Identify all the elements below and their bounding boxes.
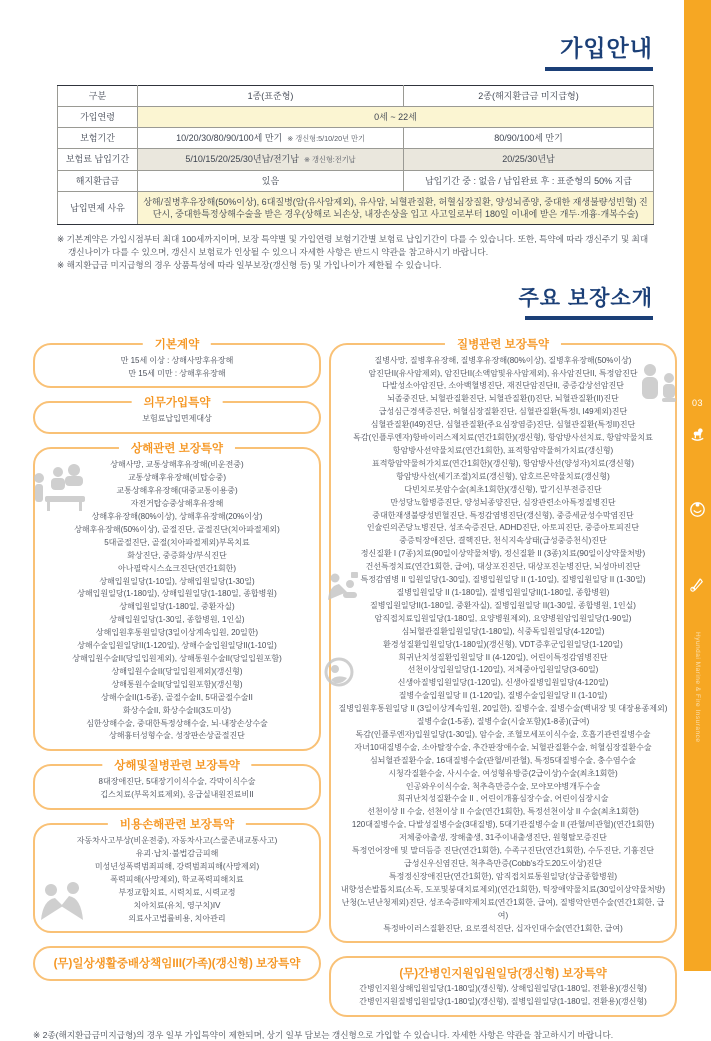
- period-col1-note: ※ 갱신형:5/10/20년 만기: [287, 134, 365, 144]
- coverage-item: 다빈치로봇암수술(최초1회한)(갱신형), 말기신부전증진단: [404, 484, 602, 494]
- coverage-box: [33, 946, 321, 981]
- coverage-item: 치아치료(유치, 영구치)IV: [133, 900, 221, 910]
- coverage-item: 뇌졸중진단, 뇌혈관질환진단, 뇌혈관질환(I)진단, 뇌혈관질환(II)진단: [387, 394, 619, 404]
- coverage-item: 난청(노년난청제외)진단, 성조숙증II약제치료(연간1회한, 급여), 질병악안면수술(연간1회한, 급여): [341, 897, 665, 920]
- page-title-enrollment: 가입안내: [560, 35, 653, 61]
- coverage-item: 특정감염병 II 입원일당(1-30일), 질병입원일당 II (1-10일), 질병입원일당 II (1-30일): [360, 575, 646, 585]
- coverage-item: 심뇌혈관질환입원일당(1-180일), 식중독입원일당(4-120일): [401, 626, 605, 636]
- doctor-patient-icon: [638, 362, 678, 414]
- coverage-item: 암진단II(유사암제외), 암진단II(소액암및유사암제외), 유사암진단II, 특정암진단: [368, 368, 638, 378]
- table-row: [58, 107, 654, 128]
- coverage-item: 자전거탑승중상해후유장해: [130, 499, 224, 509]
- coverage-item: 심혈관질환(I49)진단, 심혈관질환(주요심장염증)진단, 심혈관질환(특정II)진단: [370, 420, 636, 430]
- coverage-item: 만 15세 이상 : 상해사망후유장해: [120, 355, 234, 365]
- coverage-item: 폭력피해(사망제외), 학교폭력피해치료: [110, 874, 244, 884]
- coverage-box: [329, 956, 677, 1017]
- coverage-item: 급성신우신염진단, 척추측만증(Cobb's각도20도이상)진단: [404, 859, 602, 868]
- row-label: 납입면제 사유: [58, 191, 138, 224]
- coverage-item: 상해입원후통원일당(3일이상계속입원, 20일한): [95, 628, 259, 638]
- table-row: [58, 86, 654, 107]
- caregiver-bed-icon: [325, 570, 359, 604]
- coverage-item: 다발성소아암진단, 소아백혈병진단, 재진단암진단II, 중증갑상선암진단: [382, 381, 624, 391]
- table-notes: [57, 233, 657, 272]
- enrollment-table: [57, 85, 654, 225]
- coverage-item: 중증틱장애진단, 결핵진단, 천식지속상태(급성중증천식)진단: [399, 536, 607, 546]
- coverage-item: 만 15세 미만 : 상해후유장해: [128, 368, 226, 378]
- bottom-note: ※ 2종(해지환급금미지급형)의 경우 일부 가입특약이 제한되며, 상기 일부 담보는 갱신형으로 가입할 수 있습니다. 자세한 사항은 약관을 참고하시기 바랍니다.: [33, 1030, 614, 1041]
- coverage-item: 질병수술(1-5종), 질병수술(시술포함)(1-8종)(급여): [416, 717, 590, 727]
- coverage-item: 의료사고법률비용, 치아관리: [128, 913, 226, 923]
- coverage-item: 상해입원수술II(당일입원제외)(갱신형): [111, 666, 243, 676]
- coverage-item: 신생아질병입원일당(1-120일), 신생아질병입원일당(4-120일): [397, 678, 609, 688]
- coverage-item: 특정언어장애 및 말더듬증 진단(연간1회한), 수족구진단(연간1회한), 수두진단, 기흉진단: [351, 846, 655, 856]
- table-header-col1: 1종(표준형): [138, 86, 404, 107]
- coverage-item: 미성년성폭력범죄피해, 강력범죄피해(사망제외): [94, 861, 260, 871]
- coverage-item: 상해수술II(1-5종), 골절수술II, 5대골절수술II: [101, 692, 253, 702]
- coverage-item: 상해입원일당(1-180일), 상해입원일당(1-180일, 종합병원): [77, 589, 277, 599]
- table-row: [58, 128, 654, 149]
- refund-col2: 납입기간 중 : 없음 / 납입완료 후 : 표준형의 50% 지급: [404, 170, 654, 191]
- period-col2: 80/90/100세 만기: [404, 128, 654, 149]
- table-row: [58, 191, 654, 224]
- exemption-value: 상해/질병후유장해(50%이상), 6대질병(암(유사암제외), 유사암, 뇌혈관질환, 허혈심장질환, 양성뇌종양, 중대한 재생불량성빈혈) 진단시, 중대한특정상해수술을 받은 경우(상해로 뇌손상, 내장손상을 입고 사고일로부터 180일 이내에 받은 개두·개흉·개복수술): [138, 191, 654, 224]
- coverage-item: 상해후유장해(50%이상), 골절진단, 골절진단(치아파절제외): [74, 524, 280, 534]
- coverage-item: 정신질환 I (7종)치료(90일이상약물처방), 정신질환 II (3종)치료(90일이상약물처방): [360, 549, 646, 559]
- coverage-item: 상해수술입원일당II(1-120일), 상해수술입원일당II(1-10일): [77, 641, 277, 651]
- coverage-item: 중대한재생불량성빈혈진단, 특정감염병진단(갱신형), 중증세균성수막염진단: [372, 510, 634, 520]
- coverage-item: 건선특정치료(연간1회한, 급여), 대상포진진단, 대상포진눈병진단, 뇌성마비진단: [365, 562, 641, 572]
- coverage-item: 아나필락시스쇼크진단(연간1회한): [118, 563, 236, 573]
- note: ※ 해지환급금 미지급형의 경우 상품특성에 따라 일부보장(갱신형 등) 및 가입나이가 제한될 수 있습니다.: [57, 259, 442, 270]
- row-label: 보험료 납입기간: [58, 149, 138, 170]
- row-label: 해지환급금: [58, 170, 138, 191]
- refund-col1: 있음: [138, 170, 404, 191]
- note: ※ 기본계약은 가입시점부터 최대 100세까지이며, 보장 특약별 및 가입연령 보험기간별 보험료 납입기간이 다를 수 있습니다. 또한, 특약에 따라 갱신주기 및 최대 갱신나이가 다를 수 있으며, 갱신시 보험료가 인상될 수 있으니 자세한 사항은 반드시 약관을 참고하시기 바랍니다.: [57, 233, 649, 257]
- coverage-item: 항암방사선약물치료(연간1회한), 표적항암약물허가치료(갱신형): [392, 446, 614, 455]
- page-number: 03: [691, 398, 703, 408]
- coverage-item: 상해통원수술II(당일입원포함)(갱신형): [111, 679, 243, 689]
- row-label: 가입연령: [58, 107, 138, 128]
- coverage-item: 상해사망, 교통상해후유장해(비운전중): [110, 460, 244, 470]
- coverage-item: 심한상해수술, 중대한특정상해수술, 뇌·내장손상수술: [86, 718, 268, 728]
- coverage-right-column: [329, 334, 677, 1022]
- payment-col1: 5/10/15/20/25/30년납/전기납 ※ 갱신형:전기납: [138, 149, 404, 170]
- coverage-item: 화상진단, 중증화상/부식진단: [127, 550, 227, 560]
- coverage-box-title: 비용손해관련 보장특약: [108, 816, 246, 832]
- coverage-item: 독감(인플루엔자)입원일당(1-30일), 암수술, 조혈모세포이식수술, 호흡기관련질병수술: [355, 729, 651, 739]
- coverage-item: 질병입원후통원일당 II (3일이상계속입원, 20일한), 질병수술, 질병수술(백내장 및 대장용종제외): [338, 704, 668, 714]
- coverage-box: [33, 397, 321, 434]
- coverage-item: 만성당뇨합병증진단, 양성뇌종양진단, 심장관련소아특정질병진단: [390, 497, 616, 507]
- medical-treatment-icon: [31, 462, 89, 514]
- coverage-item: 희귀난치성질환수술 II , 어린이개흉심장수술, 어린이심장시술: [397, 794, 609, 804]
- coverage-item: 표적항암약물허가치료(연간1회한)(갱신형), 항암방사선(양성자)치료(갱신형): [371, 458, 635, 468]
- sidebar-brand-text: Hyundai Marine & Fire Insurance: [694, 632, 701, 743]
- coverage-item: 인슐린의존당뇨병진단, 성조숙증진단, ADHD진단, 아토피진단, 중증아토피진단: [366, 523, 640, 533]
- coverage-item: 깁스치료(부목치료제외), 응급실내원진료비II: [100, 790, 254, 800]
- payment-col1-note: ※ 갱신형:전기납: [303, 155, 356, 165]
- coverage-item: 120대질병수술, 다발성질병수술(3대질병), 5대기관질병수술 II (관혈/비관혈)(연간1회한): [351, 820, 655, 830]
- payment-col2: 20/25/30년납: [404, 149, 654, 170]
- age-value: 0세 ~ 22세: [138, 107, 654, 128]
- coverage-item: 상해입원일당(1-30일, 종합병원, 1인실): [109, 615, 245, 625]
- coverage-box-title: (무)간병인지원입원일당(갱신형) 보장특약: [337, 964, 669, 983]
- coverage-box-title: 상해관련 보장특약: [119, 440, 235, 456]
- coverage-item: 암직접치료입원일당(1-180일, 요양병원제외), 요양병원암입원일당(1-90일): [374, 613, 632, 623]
- coverage-item: 교통상해후유장해(대중교통이용중): [116, 486, 238, 496]
- table-header-label: 구분: [58, 86, 138, 107]
- coverage-item: 선천이상입원일당(1-120일), 저체중아입원일당(3-60일): [407, 665, 599, 675]
- title-underline: [545, 67, 653, 71]
- table-header-col2: 2종(해지환급금 미지급형): [404, 86, 654, 107]
- coverage-item: 상해입원일당(1-10일), 상해입원일당(1-30일): [99, 576, 255, 586]
- coverage-box-title: (무)일상생활중배상책임III(가족)(갱신형) 보장특약: [41, 954, 313, 973]
- coverage-item: 항암방사선(세기조절)치료(갱신형), 암호르몬약물치료(갱신형): [396, 471, 610, 481]
- period-col1: 10/20/30/80/90/100세 만기 ※ 갱신형:5/10/20년 만기: [138, 128, 404, 149]
- coverage-item: 선천이상 II 수술, 선천이상 II 수술(연간1회한), 특정선천이상 II 수술(최초1회한): [367, 807, 639, 817]
- coverage-item: 간병인지원상해입원일당(1-180일)(갱신형), 상해입원일당(1-180일, 전환용)(갱신형): [359, 984, 647, 994]
- coverage-box-title: 질병관련 보장특약: [445, 336, 561, 352]
- coverage-item: 상해입원일당(1-180일, 중환자실): [119, 602, 235, 612]
- coverage-box-title: 상해및질병관련 보장특약: [102, 757, 251, 773]
- coverage-item: 심뇌혈관질환수술, 16대질병수술(관혈/비관혈), 특정5대질병수술, 충수염수술: [369, 755, 637, 765]
- coverage-box: [33, 338, 321, 389]
- newborn-icon: [323, 656, 355, 688]
- coverage-item: 5대골절진단, 골절(치아파절제외)부목치료: [104, 537, 250, 547]
- people-conflict-icon: [37, 880, 87, 924]
- coverage-item: 희귀난치성질환입원일당 II (4-120일), 어린이특정감염병진단: [398, 652, 608, 662]
- coverage-item: 저체중아출생, 장해출생, 31주이내출생진단, 원형탈모증진단: [399, 833, 607, 843]
- rocking-horse-icon: [688, 425, 707, 444]
- coverage-item: 상해입원수술II(당일입원제외), 상해통원수술II(당일입원포함): [72, 653, 282, 663]
- coverage-box: [33, 760, 321, 810]
- coverage-item: 특정바이러스질환진단, 요로결석진단, 십자인대수술(연간1회한, 급여): [383, 923, 623, 933]
- baby-bib-icon: [688, 500, 707, 519]
- coverage-item: 급성심근경색증진단, 허혈심장질환진단, 심혈관질환(특정I, I49제외)진단: [378, 407, 628, 417]
- coverage-item: 질병수술입원일당 II (1-120일), 질병수술입원일당 II (1-10일): [398, 691, 608, 701]
- sidebar: [684, 0, 711, 971]
- table-row: [58, 170, 654, 191]
- coverage-item: 내향성손발톱치료(소독, 도포및붕대치료제외)(연간1회한), 틱장애약물치료(30일이상약물처방): [340, 884, 666, 894]
- coverage-box-title: 의무가입특약: [132, 394, 223, 410]
- coverage-item: 상해흉터성형수술, 성장판손상골절진단: [109, 731, 245, 741]
- coverage-item: 질병사망, 질병후유장해, 질병후유장해(80%이상), 질병후유장해(50%이상): [374, 355, 632, 365]
- coverage-item: 부정교합치료, 시력치료, 시력교정: [118, 887, 236, 897]
- coverage-item: 간병인지원질병입원일당(1-180일)(갱신형), 질병입원일당(1-180일, 전환용)(갱신형): [359, 997, 647, 1007]
- coverage-item: 교통상해후유장해(비탑승중): [127, 473, 227, 483]
- row-label: 보험기간: [58, 128, 138, 149]
- coverage-box: [329, 338, 677, 944]
- title-underline: [525, 316, 653, 320]
- coverage-item: 8대장애진단, 5대장기이식수술, 각막이식수술: [98, 777, 256, 787]
- safety-pin-icon: [688, 575, 707, 594]
- coverage-item: 질병입원일당 II (1-180일), 질병입원일당II(1-180일, 종합병원): [396, 587, 610, 597]
- coverage-item: 환경성질환입원일당(1-180일)(갱신형), VDT증후군입원일당(1-120일): [383, 639, 623, 649]
- coverage-item: 질병입원일당II(1-180일, 중환자실), 질병입원일당 II(1-30일, 종합병원, 1인실): [370, 600, 636, 610]
- coverage-item: 시청각질환수술, 사시수술, 여성형유방증(2급이상)수술(최초1회한): [388, 768, 618, 778]
- coverage-item: 화상수술II, 화상수술II(3도미상): [122, 705, 232, 715]
- coverage-item: 독감(인플루엔자)항바이러스제치료(연간1회한)(갱신형), 항암방사선치료, 항암약물치료: [353, 433, 653, 443]
- coverage-item: 자녀10대질병수술, 소아탈장수술, 추간판장애수술, 뇌혈관질환수술, 허혈심장질환수술: [354, 742, 652, 752]
- page-title-coverage: 주요 보장소개: [518, 286, 653, 310]
- coverage-area: [33, 334, 684, 1022]
- coverage-item: 상해후유장해(80%이상), 상해후유장해(20%이상): [91, 512, 263, 521]
- coverage-item: 보험료납입면제대상: [142, 414, 212, 424]
- coverage-item: 유괴·납치·불법감금피해: [135, 849, 219, 859]
- coverage-item: 인공와우이식수술, 척추측만증수술, 모야모야병개두수술: [405, 781, 601, 791]
- coverage-box-title: 기본계약: [143, 336, 211, 352]
- table-row: [58, 149, 654, 170]
- coverage-item: 특정정신장애진단(연간1회한), 암직접치료통원일당(상급종합병원): [388, 871, 618, 881]
- coverage-item: 자동차사고부상(비운전중), 자동차사고(스쿨존내교통사고): [76, 836, 278, 846]
